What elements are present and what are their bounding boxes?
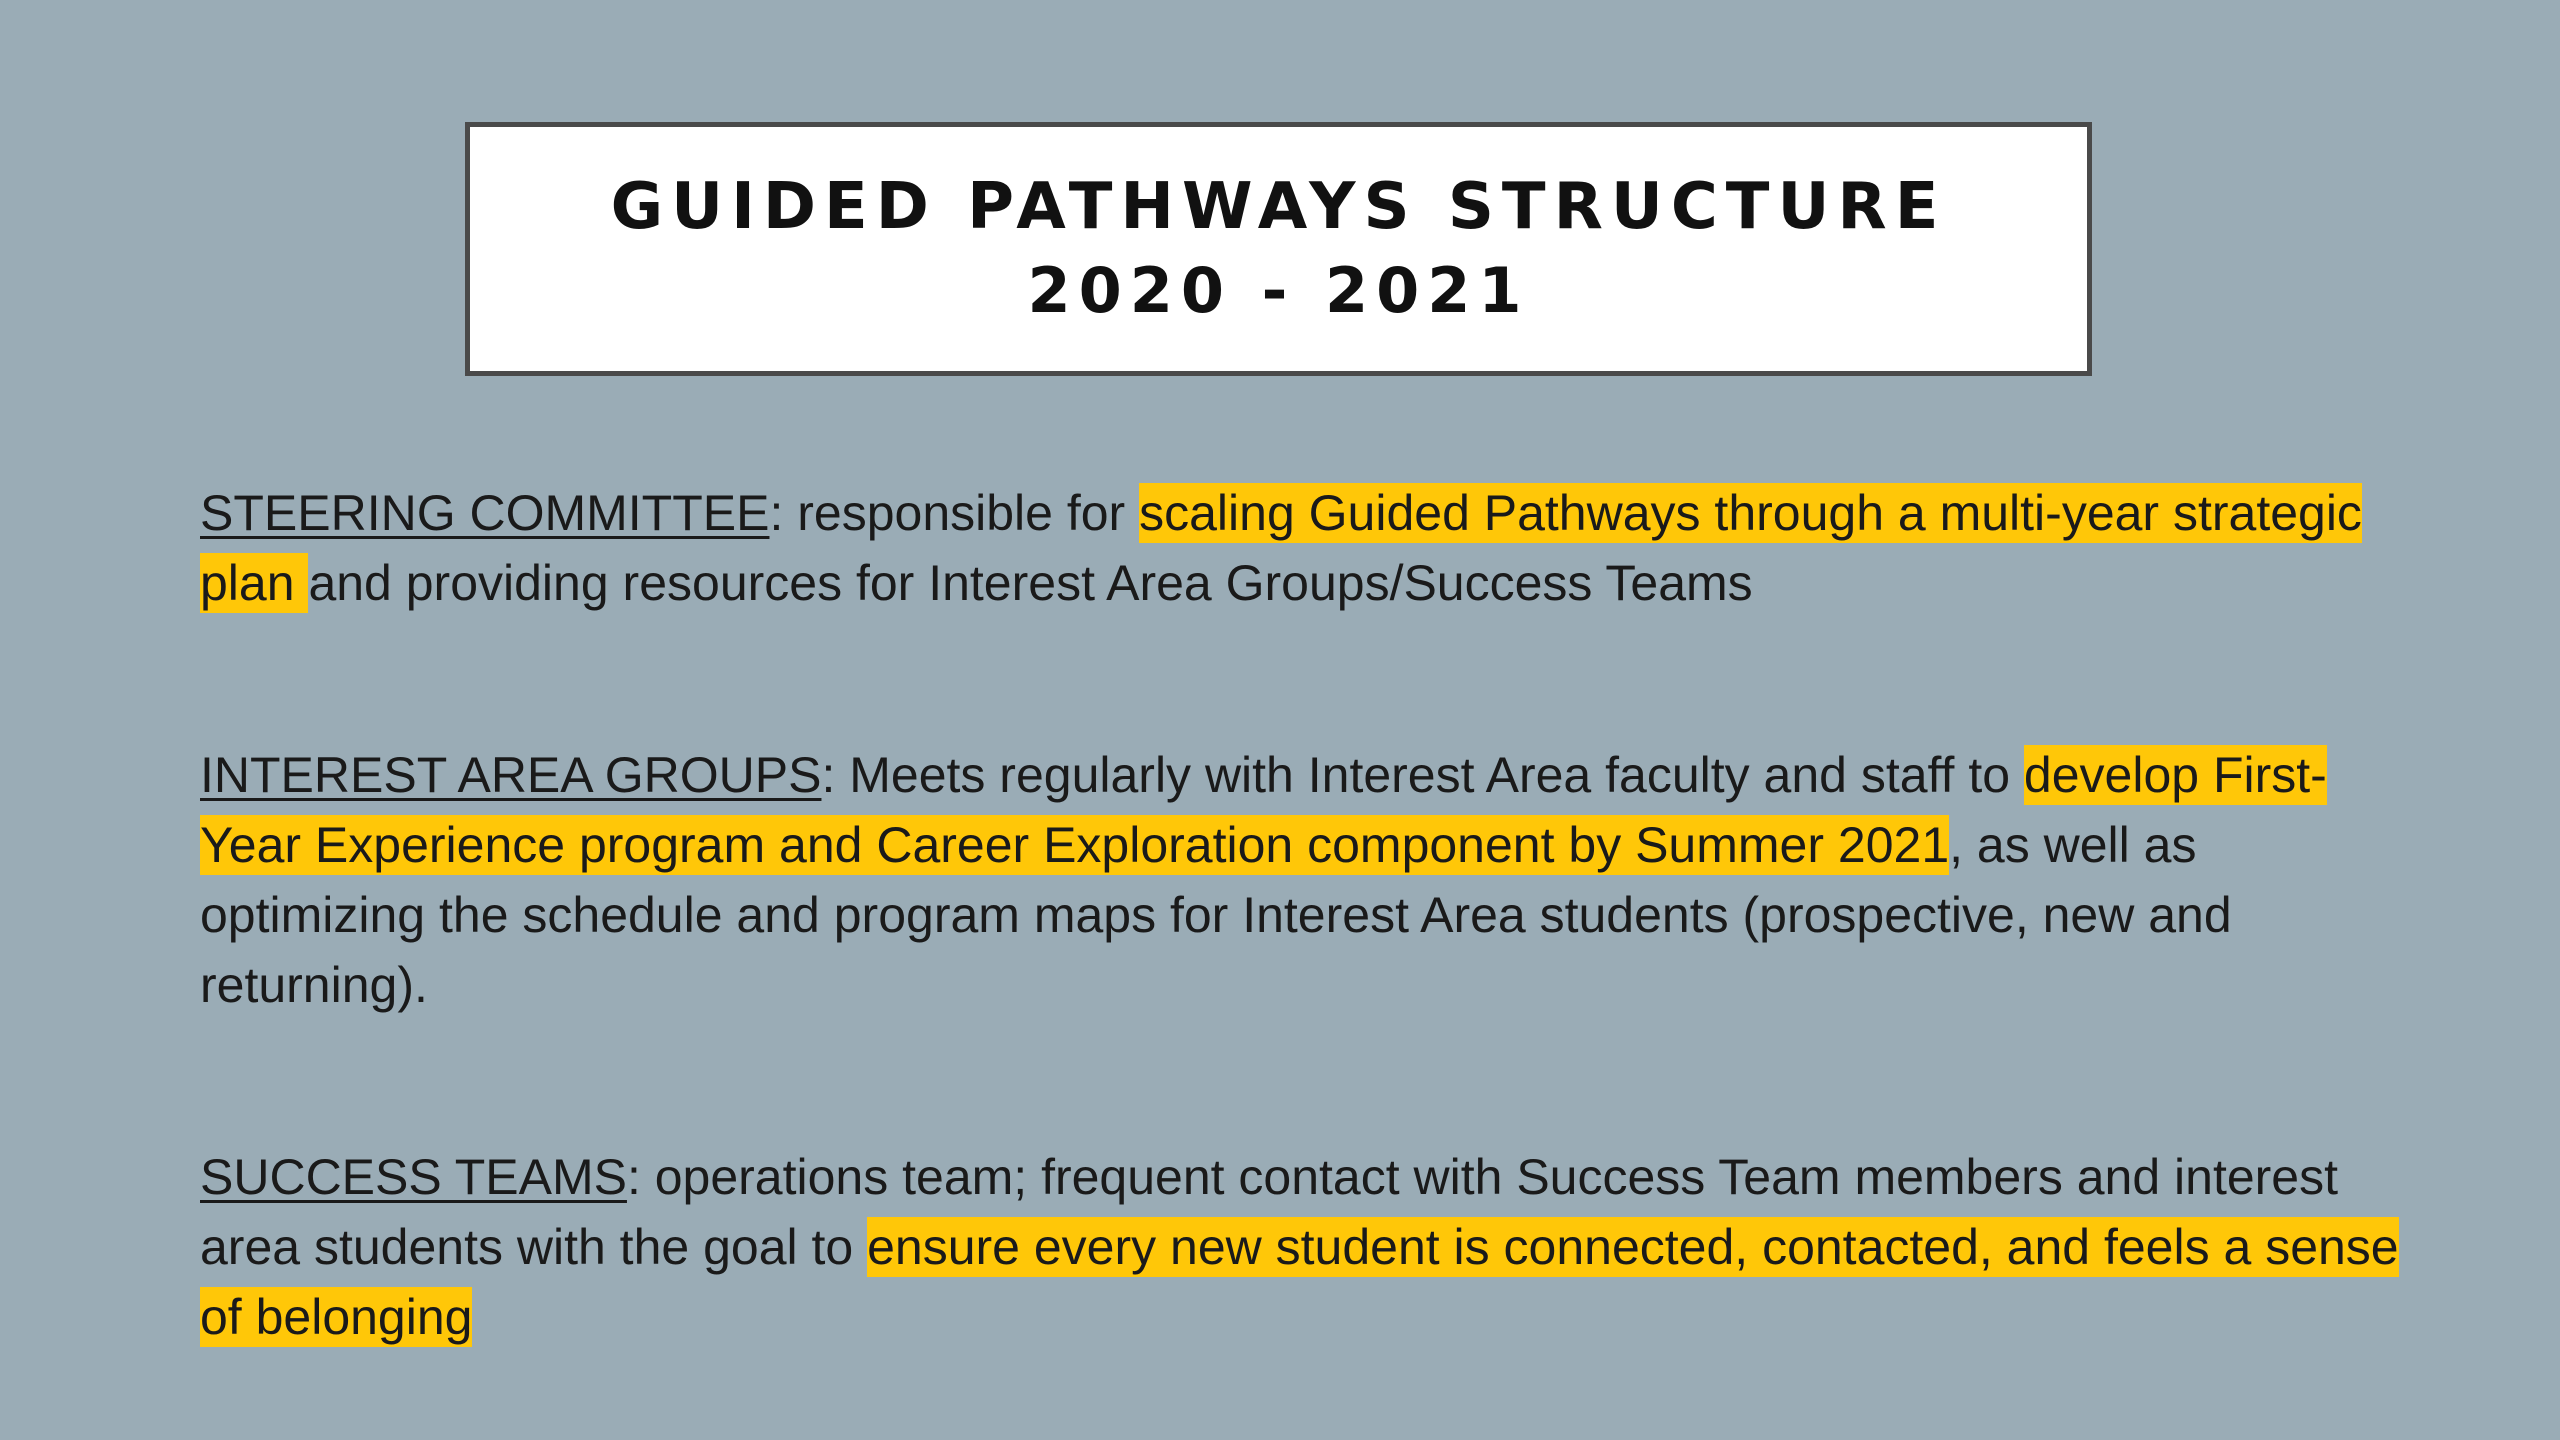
interest-area-groups-rest: , as well as optimizing the schedule and program maps for Interest Area students (prospective, new and returning). [200, 817, 2232, 1013]
success-teams-highlight: ensure every new student is connected, contacted, and feels a sense of belonging [200, 1219, 2399, 1345]
content-body [200, 478, 2410, 1352]
steering-committee-heading: STEERING COMMITTEE [200, 485, 770, 541]
steering-committee-highlight: scaling Guided Pathways through a multi-year strategic plan [200, 485, 2362, 611]
slide-title: GUIDED PATHWAYS STRUCTURE [610, 170, 1947, 244]
interest-area-groups-highlight: develop First-Year Experience program and Career Exploration component by Summer 2021 [200, 747, 2327, 873]
title-box [465, 122, 2092, 376]
success-teams-paragraph [200, 1142, 2410, 1352]
success-teams-heading: SUCCESS TEAMS [200, 1149, 627, 1205]
interest-area-groups-paragraph [200, 740, 2410, 1020]
steering-committee-intro: : responsible for [769, 485, 1140, 541]
slide-subtitle-year: 2020 - 2021 [1027, 254, 1530, 327]
success-teams-intro: : operations team; frequent contact with Success Team members and interest area students with the goal to [200, 1149, 2338, 1275]
interest-area-groups-heading: INTEREST AREA GROUPS [200, 747, 822, 803]
interest-area-groups-intro: : Meets regularly with Interest Area faculty and staff to [821, 747, 2024, 803]
steering-committee-rest: and providing resources for Interest Area Groups/Success Teams [308, 555, 1753, 611]
steering-committee-paragraph [200, 478, 2410, 618]
